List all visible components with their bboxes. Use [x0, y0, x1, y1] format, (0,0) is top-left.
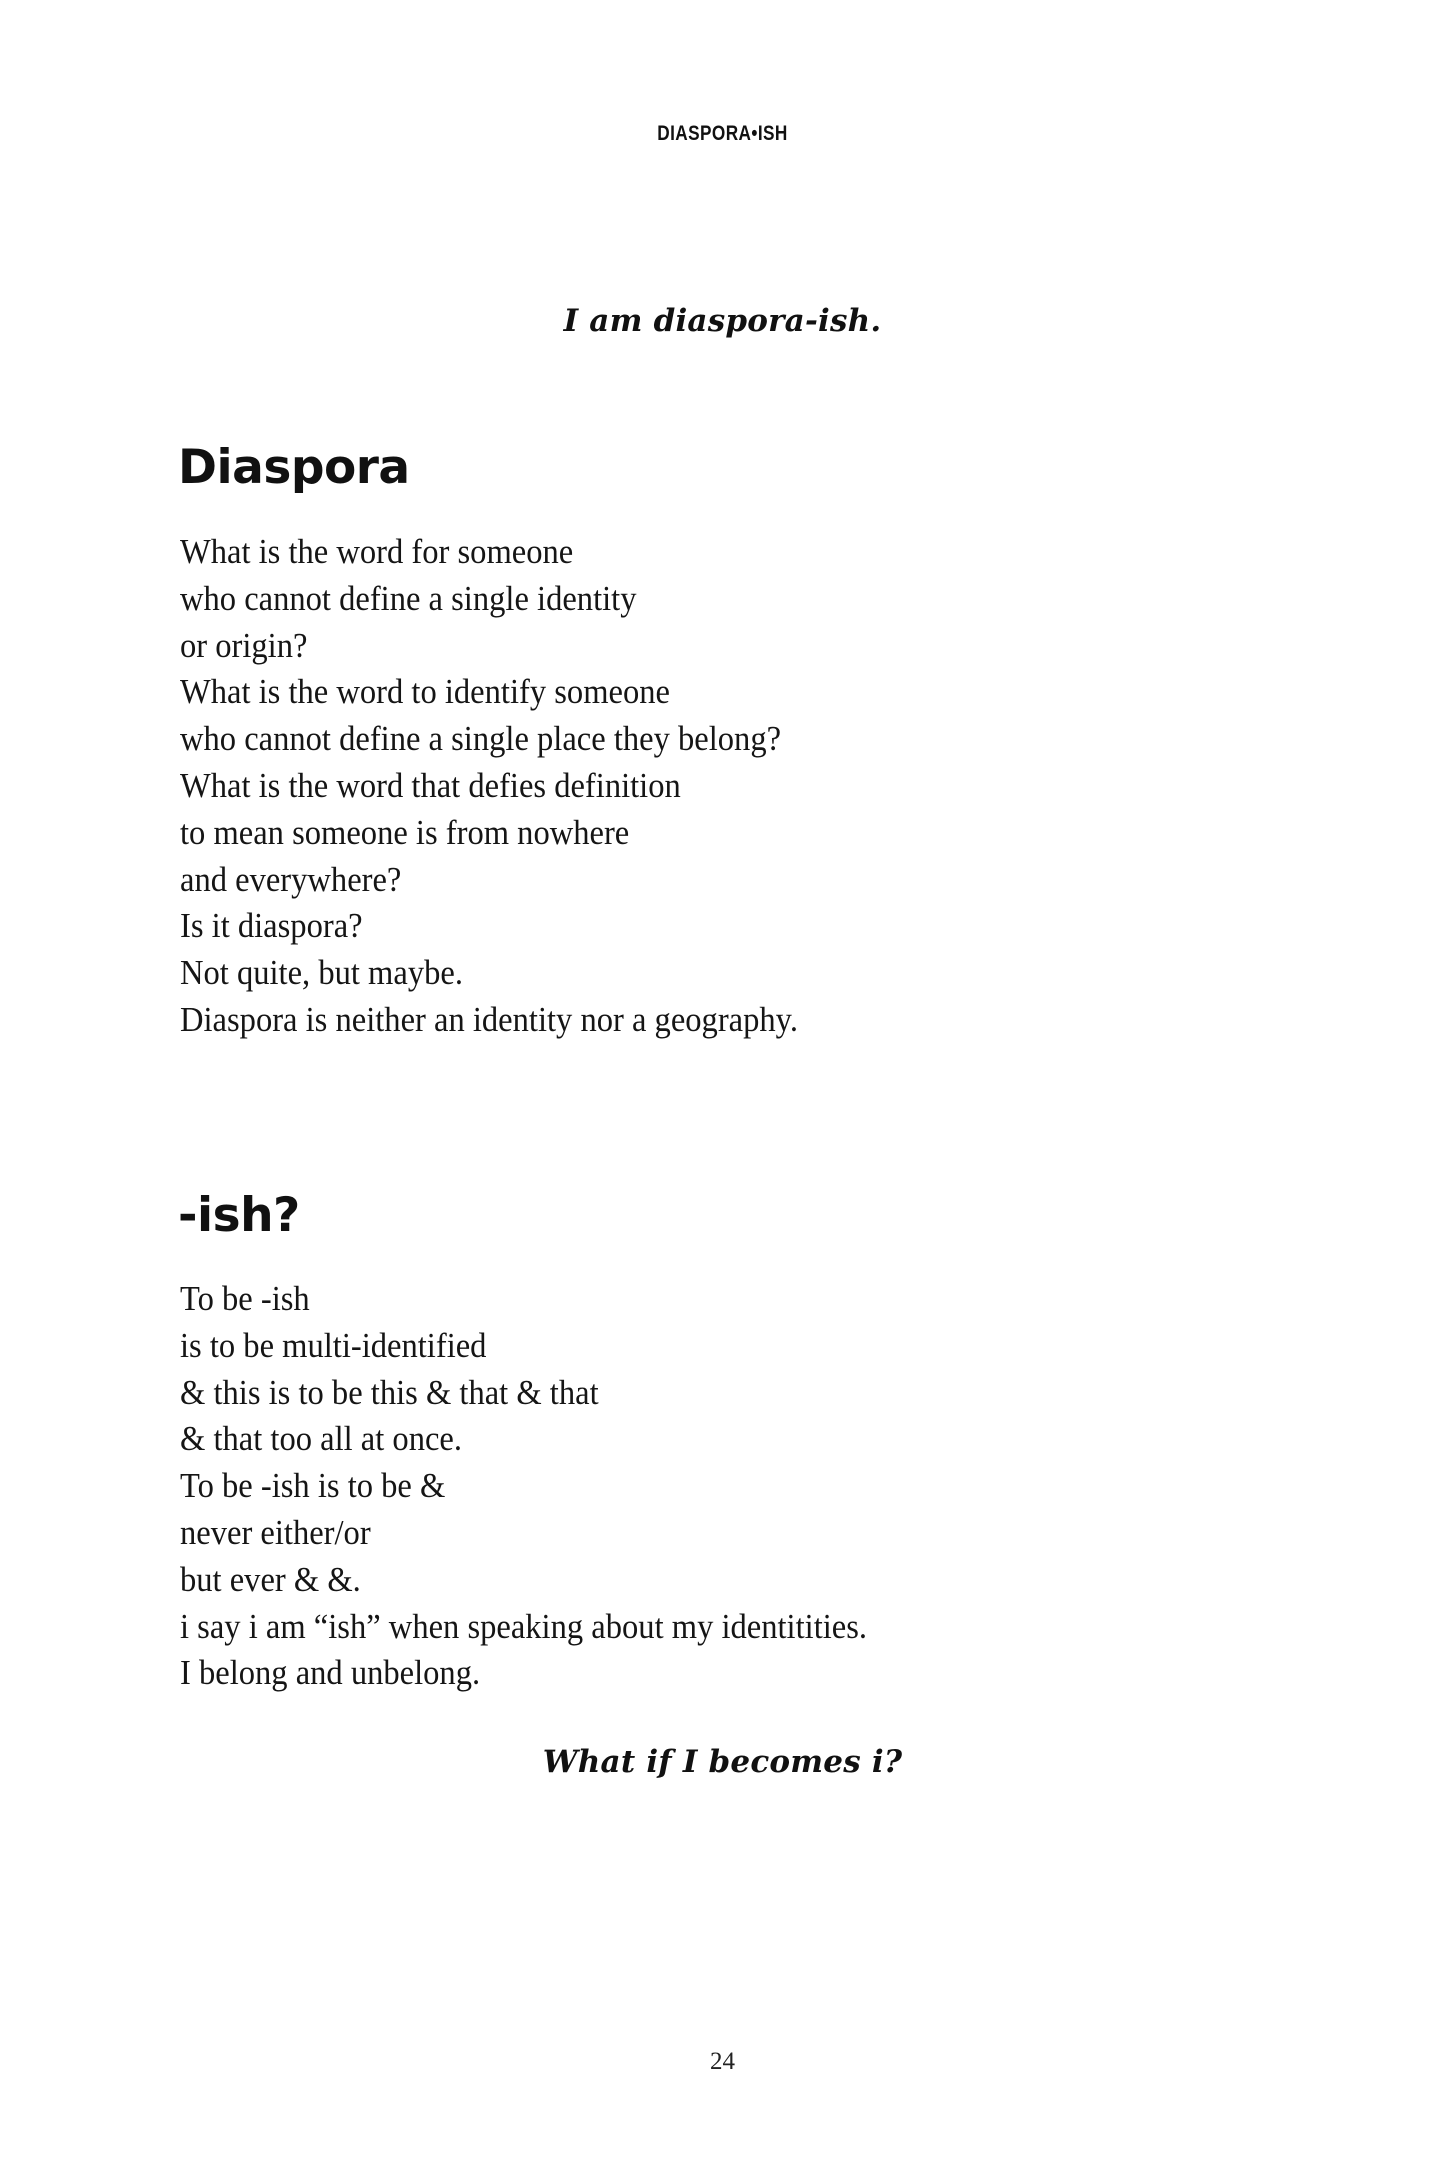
- poem-line: who cannot define a single identity: [180, 578, 637, 618]
- poem-line: What is the word for someone: [180, 532, 574, 571]
- poem-line: Not quite, but maybe.: [180, 953, 463, 993]
- poem-line: but ever & &.: [180, 1559, 361, 1599]
- stanza-ish: [180, 1276, 919, 1697]
- poem-line: Is it diaspora?: [180, 906, 363, 946]
- running-head: DIASPORA•ISH: [657, 122, 788, 145]
- poem-line: i say i am “ish” when speaking about my identitities.: [180, 1606, 868, 1646]
- poem-line: What is the word to identify someone: [180, 672, 670, 712]
- epigraph-top: I am diaspora-ish.: [563, 303, 882, 339]
- epigraph-bottom: What if I becomes i?: [542, 1744, 903, 1780]
- poem-line: who cannot define a single place they belong?: [180, 719, 782, 759]
- poem-line: to mean someone is from nowhere: [180, 812, 630, 852]
- poem-line: & this is to be this & that & that: [180, 1372, 599, 1412]
- poem-line: To be -ish: [180, 1279, 310, 1318]
- poem-line: What is the word that defies definition: [180, 765, 681, 805]
- section-heading-ish: -ish?: [178, 1188, 300, 1243]
- poem-line: or origin?: [180, 625, 308, 665]
- section-heading-diaspora: Diaspora: [178, 440, 410, 495]
- poem-line: is to be multi-identified: [180, 1325, 487, 1365]
- poem-line: and everywhere?: [180, 859, 402, 899]
- poem-line: never either/or: [180, 1512, 371, 1552]
- poem-line: & that too all at once.: [180, 1419, 463, 1459]
- poem-line: Diaspora is neither an identity nor a geography.: [180, 999, 798, 1039]
- stanza-diaspora: [180, 529, 844, 1044]
- page-number: 24: [710, 2048, 735, 2075]
- poem-line: To be -ish is to be &: [180, 1466, 446, 1506]
- poem-line: I belong and unbelong.: [180, 1653, 481, 1693]
